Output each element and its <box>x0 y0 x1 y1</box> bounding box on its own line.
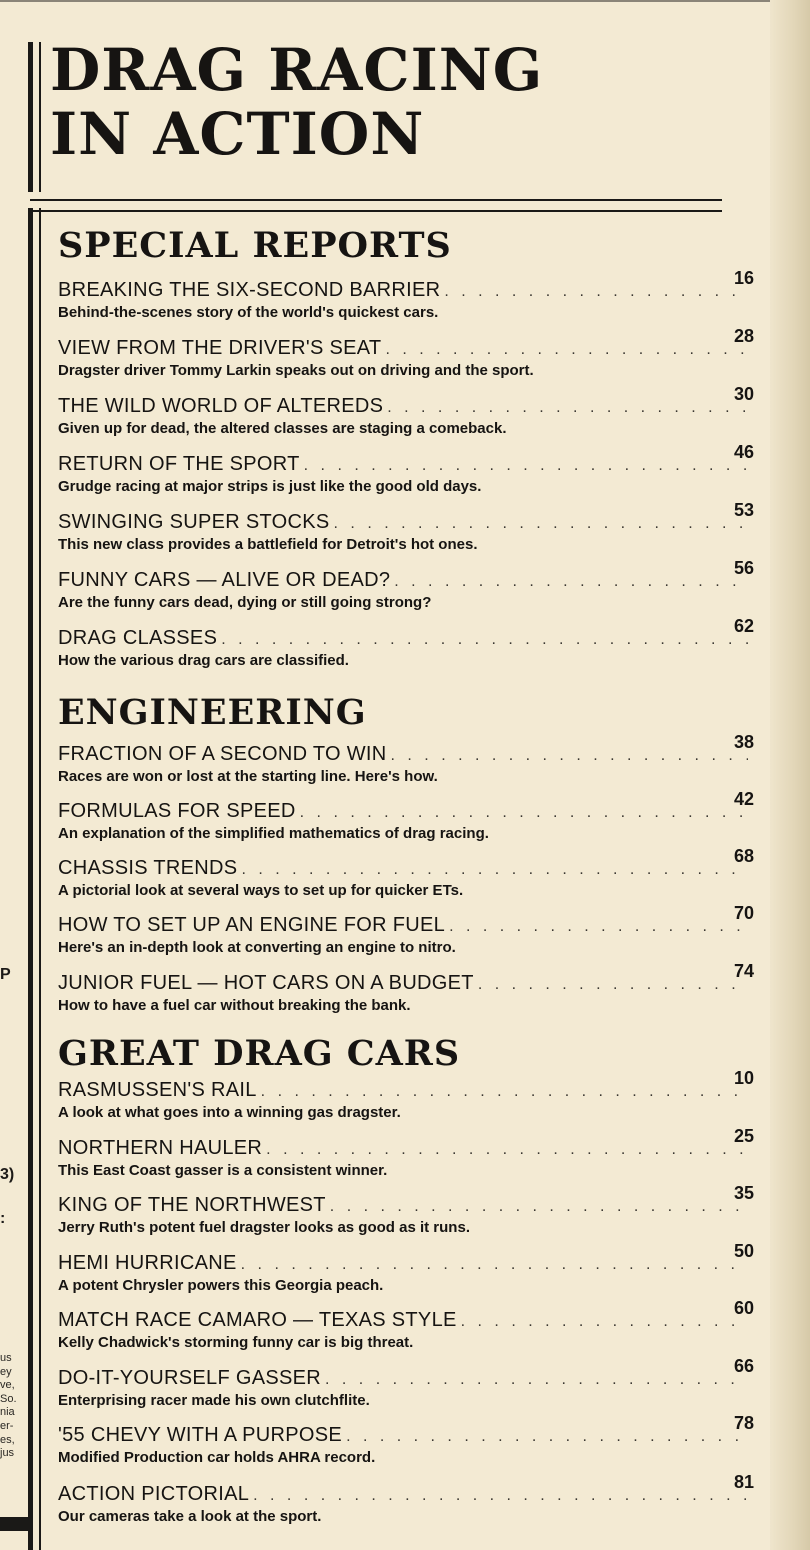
dot-leader <box>241 1255 748 1275</box>
toc-entry-page: 25 <box>733 1126 754 1146</box>
dot-leader <box>241 860 748 880</box>
toc-entry[interactable] <box>58 1356 778 1418</box>
toc-entry[interactable] <box>58 616 778 678</box>
toc-entry-description: Behind-the-scenes story of the world's quickest cars. <box>58 304 439 321</box>
toc-entry-title: THE WILD WORLD OF ALTEREDS <box>58 395 384 417</box>
toc-entry-description: How to have a fuel car without breaking the bank. <box>58 997 411 1014</box>
margin-fragment-colon: : <box>0 1210 6 1227</box>
toc-entry-page: 10 <box>733 1068 754 1088</box>
margin-note-line: jus <box>0 1447 15 1460</box>
toc-entry-title: JUNIOR FUEL — HOT CARS ON A BUDGET <box>58 972 474 994</box>
toc-entry-description: Here's an in-depth look at converting an engine to nitro. <box>58 939 456 956</box>
toc-entry[interactable] <box>58 1413 778 1475</box>
toc-entry[interactable] <box>58 1126 778 1188</box>
toc-entry-description: A potent Chrysler powers this Georgia peach. <box>58 1277 384 1294</box>
toc-entry[interactable] <box>58 1472 778 1534</box>
toc-entry-page: 35 <box>733 1183 754 1203</box>
toc-entry-page: 30 <box>733 384 754 404</box>
margin-note-line: nia <box>0 1406 15 1419</box>
toc-entry-description: An explanation of the simplified mathematics of drag racing. <box>58 825 489 842</box>
dot-leader <box>325 1370 748 1390</box>
dot-leader <box>261 1082 748 1102</box>
toc-entry-title: NORTHERN HAULER <box>58 1137 263 1159</box>
toc-entry[interactable] <box>58 442 778 504</box>
toc-entry-description: Our cameras take a look at the sport. <box>58 1508 322 1525</box>
toc-entry[interactable] <box>58 846 778 908</box>
dot-leader <box>394 572 748 592</box>
toc-entry-description: A pictorial look at several ways to set up for quicker ETs. <box>58 882 464 899</box>
toc-entry-page: 46 <box>733 442 754 462</box>
dot-leader <box>304 456 748 476</box>
toc-entry-description: Are the funny cars dead, dying or still going strong? <box>58 594 432 611</box>
toc-entry-title: CHASSIS TRENDS <box>58 857 238 879</box>
margin-black-bar <box>0 1517 28 1531</box>
section-heading-special-reports: SPECIAL REPORTS <box>58 225 452 266</box>
toc-entry-page: 70 <box>733 903 754 923</box>
toc-entry-page: 56 <box>733 558 754 578</box>
toc-entry-page: 38 <box>733 732 754 752</box>
toc-entry-description: Jerry Ruth's potent fuel dragster looks as good as it runs. <box>58 1219 470 1236</box>
toc-entry-description: Given up for dead, the altered classes are staging a comeback. <box>58 420 507 437</box>
dot-leader <box>346 1427 748 1447</box>
toc-entry-description: Kelly Chadwick's storming funny car is big threat. <box>58 1334 414 1351</box>
margin-note-line: er- <box>0 1419 14 1432</box>
column-rule-lower-thin <box>39 208 41 1550</box>
dot-leader <box>334 514 748 534</box>
toc-entry[interactable] <box>58 1068 778 1130</box>
toc-entry-page: 16 <box>733 268 754 288</box>
toc-entry[interactable] <box>58 268 778 330</box>
magazine-title-line-1: DRAG RACING <box>50 36 544 104</box>
toc-entry-page: 78 <box>733 1413 754 1433</box>
toc-entry-page: 60 <box>733 1298 754 1318</box>
toc-entry[interactable] <box>58 1241 778 1303</box>
toc-entry-title: VIEW FROM THE DRIVER'S SEAT <box>58 337 382 359</box>
toc-entry-description: This new class provides a battlefield for Detroit's hot ones. <box>58 536 478 553</box>
column-rule-upper <box>28 42 33 192</box>
margin-note-line: So. <box>0 1392 17 1405</box>
toc-entry-title: RETURN OF THE SPORT <box>58 453 300 475</box>
column-rule-lower <box>28 208 33 1550</box>
margin-note-fragment <box>0 1352 17 1461</box>
toc-entry[interactable] <box>58 903 778 965</box>
toc-entry[interactable] <box>58 558 778 620</box>
toc-entry[interactable] <box>58 732 778 794</box>
margin-note-line: us <box>0 1352 12 1364</box>
dot-leader <box>387 398 748 418</box>
title-divider-upper <box>30 199 722 201</box>
toc-entry[interactable] <box>58 384 778 446</box>
title-divider-lower <box>30 210 722 212</box>
dot-leader <box>478 975 748 995</box>
toc-entry-page: 74 <box>733 961 754 981</box>
toc-entry-page: 42 <box>733 789 754 809</box>
toc-entry[interactable] <box>58 1183 778 1245</box>
dot-leader <box>330 1197 748 1217</box>
dot-leader <box>449 917 748 937</box>
toc-entry-title: DO-IT-YOURSELF GASSER <box>58 1367 322 1389</box>
margin-fragment-p: P <box>0 966 11 983</box>
toc-entry-title: HEMI HURRICANE <box>58 1252 237 1274</box>
margin-note-line: es, <box>0 1433 15 1446</box>
toc-entry-title: FUNNY CARS — ALIVE OR DEAD? <box>58 569 391 591</box>
toc-entry-title: BREAKING THE SIX-SECOND BARRIER <box>58 279 441 301</box>
dot-leader <box>461 1312 748 1332</box>
toc-entry[interactable] <box>58 1298 778 1360</box>
margin-note-line: ve, <box>0 1379 15 1392</box>
toc-entry-page: 50 <box>733 1241 754 1261</box>
toc-entry-description: Modified Production car holds AHRA record. <box>58 1449 376 1466</box>
toc-entry-title: KING OF THE NORTHWEST <box>58 1194 326 1216</box>
dot-leader <box>391 746 748 766</box>
toc-entry-description: Races are won or lost at the starting line. Here's how. <box>58 768 438 785</box>
dot-leader <box>253 1486 748 1506</box>
toc-entry-page: 81 <box>733 1472 754 1492</box>
toc-entry-page: 53 <box>733 500 754 520</box>
toc-entry-description: Grudge racing at major strips is just like the good old days. <box>58 478 482 495</box>
toc-entry-title: '55 CHEVY WITH A PURPOSE <box>58 1424 343 1446</box>
dot-leader <box>266 1140 748 1160</box>
top-edge-rule <box>0 0 810 2</box>
section-heading-engineering: ENGINEERING <box>58 692 367 733</box>
toc-entry-description: This East Coast gasser is a consistent winner. <box>58 1162 388 1179</box>
toc-entry-title: ACTION PICTORIAL <box>58 1483 250 1505</box>
toc-entry[interactable] <box>58 961 778 1023</box>
toc-entry-page: 62 <box>733 616 754 636</box>
margin-fragment-number: 3) <box>0 1166 15 1183</box>
toc-entry[interactable] <box>58 326 778 388</box>
toc-entry-title: FORMULAS FOR SPEED <box>58 800 296 822</box>
toc-entry-description: Dragster driver Tommy Larkin speaks out on driving and the sport. <box>58 362 534 379</box>
toc-entry[interactable] <box>58 789 778 851</box>
toc-entry[interactable] <box>58 500 778 562</box>
toc-entry-title: SWINGING SUPER STOCKS <box>58 511 330 533</box>
dot-leader <box>221 630 748 650</box>
section-heading-great-drag-cars: GREAT DRAG CARS <box>58 1033 461 1074</box>
toc-entry-title: RASMUSSEN'S RAIL <box>58 1079 257 1101</box>
dot-leader <box>385 340 748 360</box>
column-rule-upper-thin <box>39 42 41 192</box>
toc-entry-page: 68 <box>733 846 754 866</box>
magazine-title <box>50 38 543 166</box>
dot-leader <box>300 803 748 823</box>
toc-entry-description: How the various drag cars are classified. <box>58 652 349 669</box>
toc-entry-title: DRAG CLASSES <box>58 627 218 649</box>
toc-entry-description: Enterprising racer made his own clutchflite. <box>58 1392 370 1409</box>
margin-note-line: ey <box>0 1365 12 1378</box>
toc-entry-page: 28 <box>733 326 754 346</box>
toc-entry-description: A look at what goes into a winning gas dragster. <box>58 1104 401 1121</box>
dot-leader <box>444 282 748 302</box>
magazine-title-line-2: IN ACTION <box>50 100 425 168</box>
toc-entry-page: 66 <box>733 1356 754 1376</box>
toc-entry-title: MATCH RACE CAMARO — TEXAS STYLE <box>58 1309 457 1331</box>
toc-entry-title: FRACTION OF A SECOND TO WIN <box>58 743 387 765</box>
toc-entry-title: HOW TO SET UP AN ENGINE FOR FUEL <box>58 914 446 936</box>
